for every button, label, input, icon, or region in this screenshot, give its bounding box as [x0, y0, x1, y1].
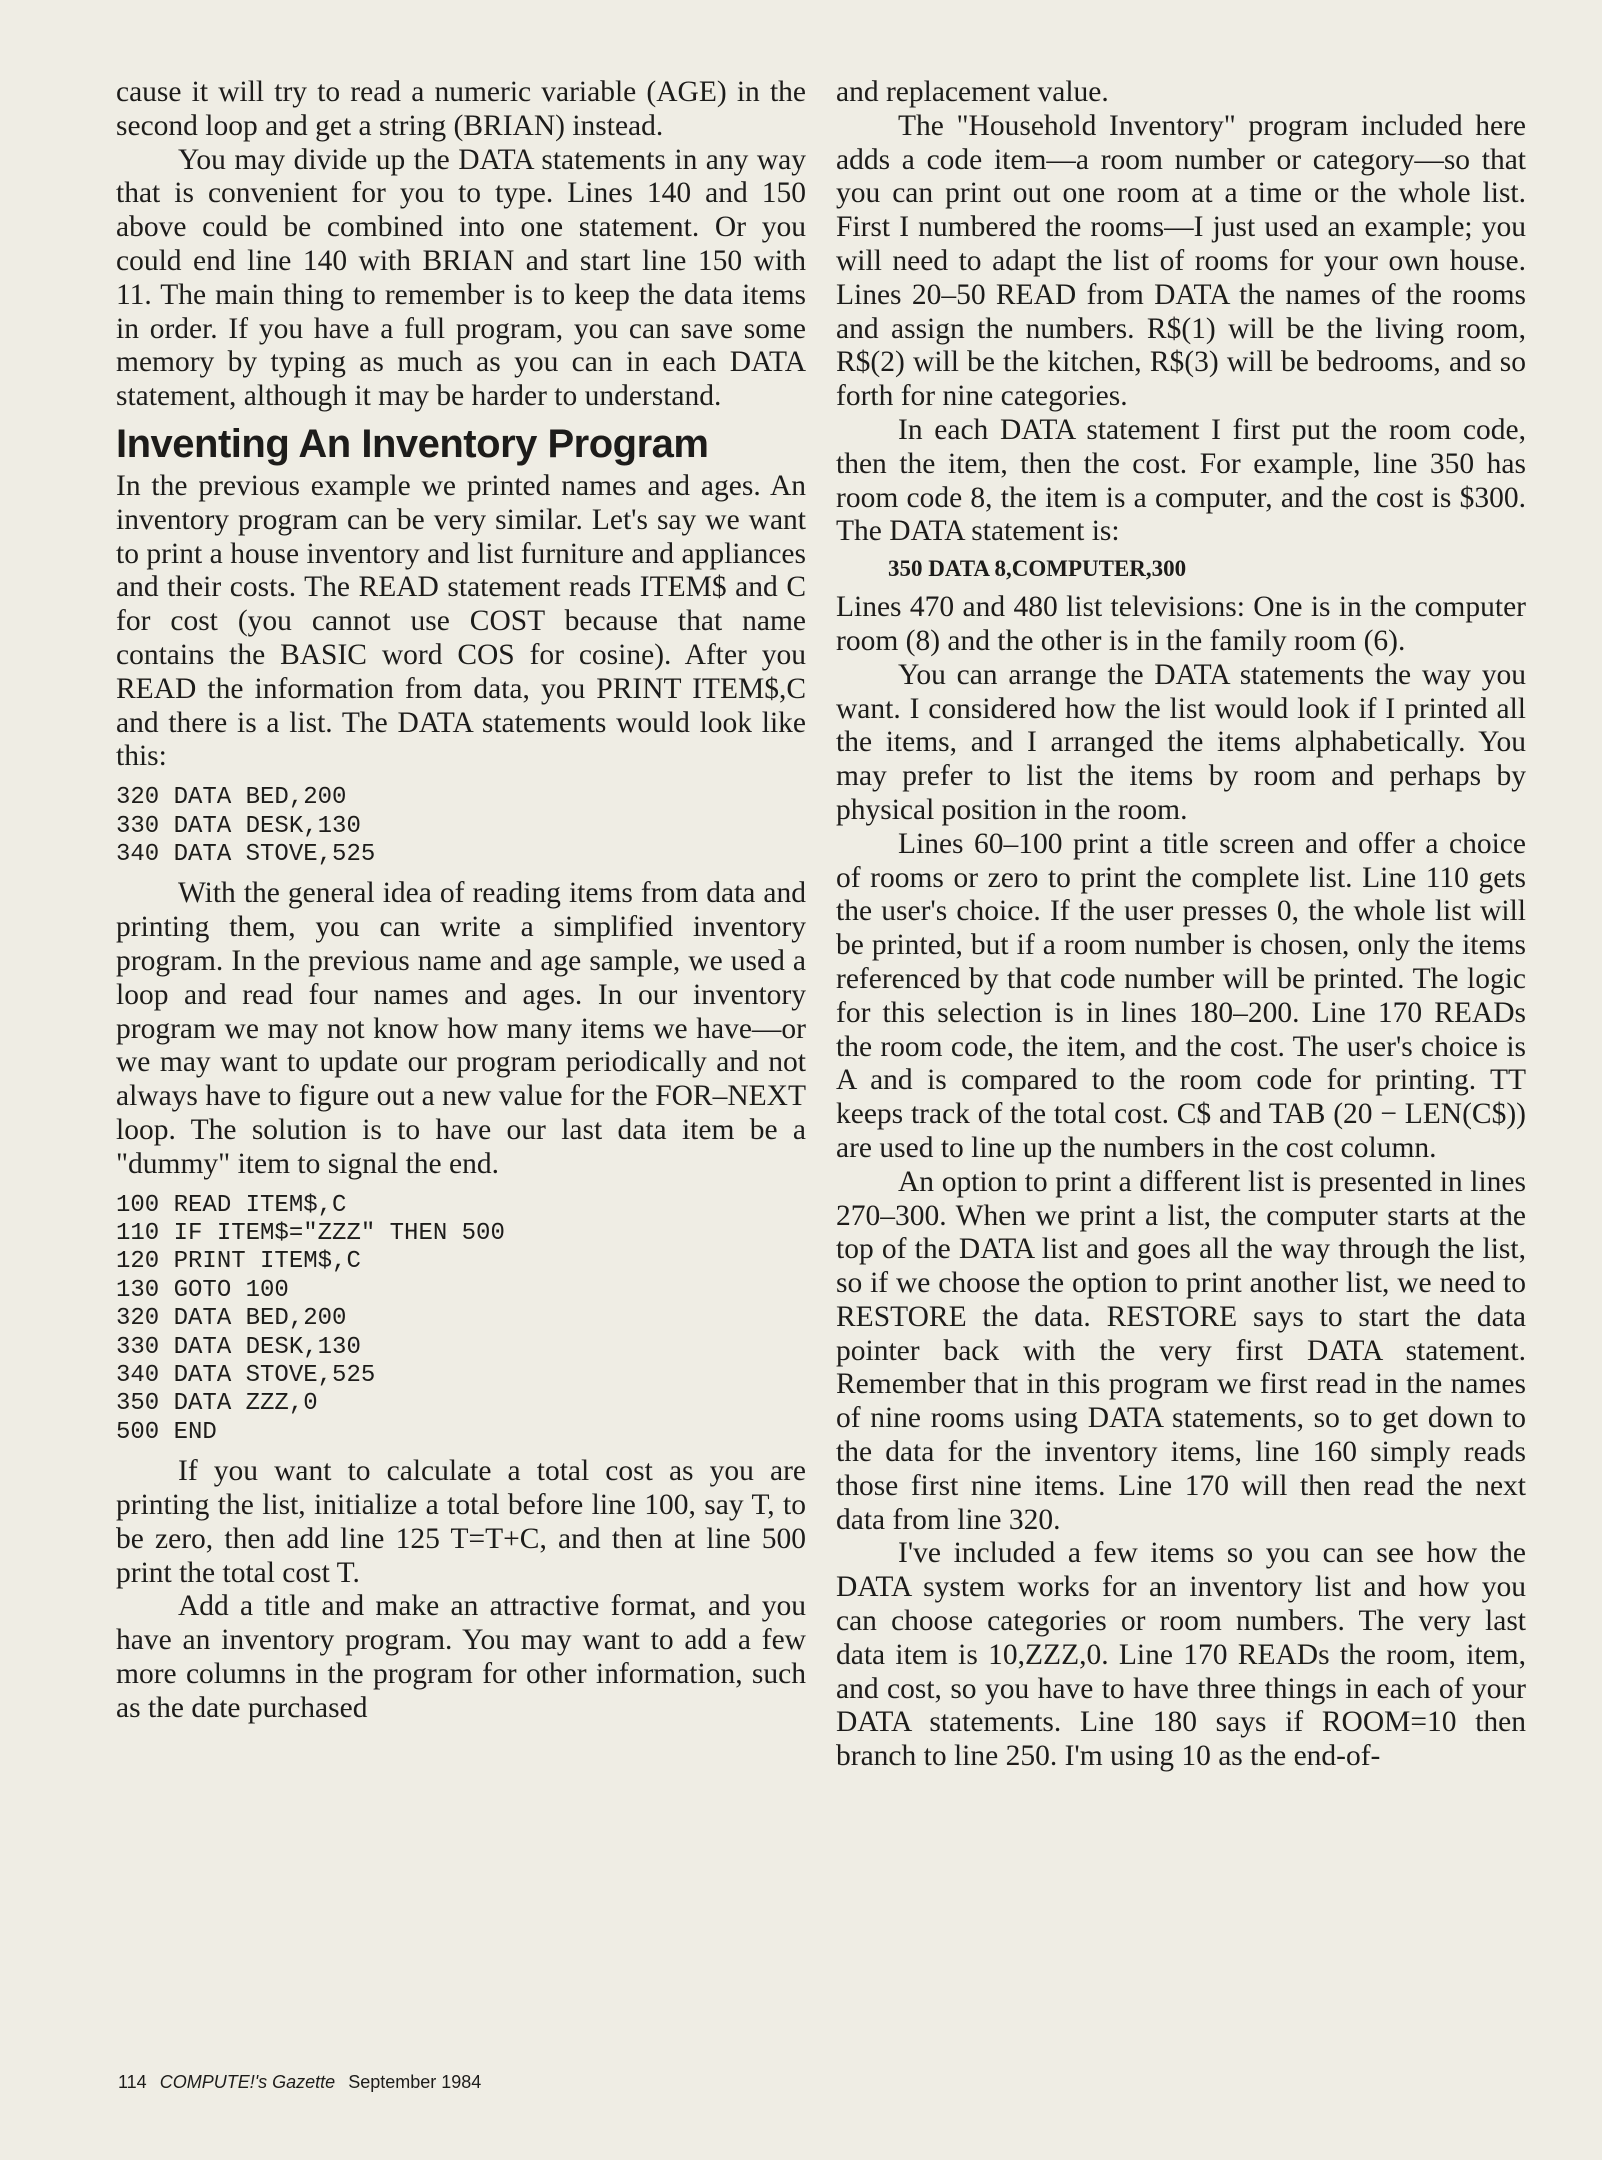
page-number: 114 [118, 2072, 147, 2092]
paragraph: You may divide up the DATA statements in any way that is convenient for you to type. Lines 140 and 150 above could be combined into one statement. Or you could end line 140 with BRIAN and start line 150 with 11. The main thing to remember is to keep the data items in order. If you have a full program, you can save some memory by typing as much as you can in each DATA statement, although it may be harder to understand. [116, 143, 806, 413]
paragraph: In each DATA statement I first put the room code, then the item, then the cost. For example, line 350 has room code 8, the item is a computer, and the cost is $300. The DATA statement is: [836, 413, 1526, 548]
left-column [116, 76, 806, 1726]
code-line: 340 DATA STOVE,525 [116, 840, 376, 868]
paragraph: Lines 470 and 480 list televisions: One is in the computer room (8) and the other is in the family room (6). [836, 591, 1526, 657]
code-listing [116, 784, 806, 869]
code-listing [116, 1192, 806, 1448]
code-line: 350 DATA ZZZ,0 [116, 1390, 318, 1418]
paragraph: With the general idea of reading items from data and printing them, you can write a simplified inventory program. In the previous name and age sample, we used a loop and read four names and ages. In our inventory program we may not know how many items we have—or we may want to update our program periodically and not always have to figure out a new value for the FOR–NEXT loop. The solution is to have our last data item be a "dummy" item to signal the end. [116, 877, 806, 1180]
page-footer [118, 2072, 481, 2093]
paragraph: and replacement value. [836, 76, 1109, 108]
paragraph: You can arrange the DATA statements the way you want. I considered how the list would look if I printed all the items, and I arranged the items alphabetically. You may prefer to list the items by room and perhaps by physical position in the room. [836, 658, 1526, 826]
code-line: 130 GOTO 100 [116, 1276, 289, 1304]
paragraph: The "Household Inventory" program included here adds a code item—a room number or category—so that you can print out one room at a time or the whole list. First I numbered the rooms—I just used an example; you will need to adapt the list of rooms for your own house. Lines 20–50 READ from DATA the names of the rooms and assign the numbers. R$(1) will be the living room, R$(2) will be the kitchen, R$(3) will be bedrooms, and so forth for nine categories. [836, 109, 1526, 413]
section-heading: Inventing An Inventory Program [116, 421, 709, 466]
code-line: 330 DATA DESK,130 [116, 1333, 361, 1361]
paragraph: If you want to calculate a total cost as you are printing the list, initialize a total before line 100, say T, to be zero, then add line 125 T=T+C, and then at line 500 print the total cost T. [116, 1455, 806, 1589]
code-line: 120 PRINT ITEM$,C [116, 1248, 361, 1276]
paragraph: cause it will try to read a numeric variable (AGE) in the second loop and get a string (BRIAN) instead. [116, 76, 806, 142]
right-column [836, 76, 1526, 1774]
code-line: 320 DATA BED,200 [116, 784, 347, 812]
code-line: 340 DATA STOVE,525 [116, 1361, 376, 1389]
paragraph: An option to print a different list is presented in lines 270–300. When we print a list, the computer starts at the top of the DATA list and goes all the way through the list, so if we choose the option to print another list, we need to RESTORE the data. RESTORE says to start the data pointer back with the very first DATA statement. Remember that in this program we first read in the names of nine rooms using DATA statements, so to get down to the data for the inventory items, line 160 simply reads those first nine items. Line 170 will then read the next data from line 320. [836, 1165, 1526, 1536]
code-line: 100 READ ITEM$,C [116, 1191, 347, 1219]
code-line: 330 DATA DESK,130 [116, 812, 361, 840]
paragraph: Add a title and make an attractive format, and you have an inventory program. You may want to add a few more columns in the program for other information, such as the date purchased [116, 1590, 806, 1724]
magazine-name: COMPUTE!'s Gazette [159, 2072, 336, 2092]
code-statement: 350 DATA 8,COMPUTER,300 [888, 556, 1187, 582]
issue-date: September 1984 [348, 2072, 482, 2092]
paragraph: In the previous example we printed names and ages. An inventory program can be very similar. Let's say we want to print a house inventory and list furniture and appliances and their costs. The READ statement reads ITEM$ and C for cost (you cannot use COST because that name contains the BASIC word COS for cosine). After you READ the information from data, you PRINT ITEM$,C and there is a list. The DATA statements would look like this: [116, 469, 806, 773]
paragraph: Lines 60–100 print a title screen and offer a choice of rooms or zero to print the complete list. Line 110 gets the user's choice. If the user presses 0, the whole list will be printed, but if a room number is chosen, only the items referenced by that code number will be printed. The logic for this selection is in lines 180–200. Line 170 READs the room code, the item, and the cost. The user's choice is A and is compared to the room code for printing. TT keeps track of the total cost. C$ and TAB (20 − LEN(C$)) are used to line up the numbers in the cost column. [836, 827, 1526, 1164]
code-line: 500 END [116, 1418, 217, 1446]
code-line: 110 IF ITEM$="ZZZ" THEN 500 [116, 1219, 505, 1247]
code-line: 320 DATA BED,200 [116, 1305, 347, 1333]
paragraph: I've included a few items so you can see how the DATA system works for an inventory list and how you can choose categories or room numbers. The very last data item is 10,ZZZ,0. Line 170 READs the room, item, and cost, so you have to have three things in each of your DATA statements. Line 180 says if ROOM=10 then branch to line 250. I'm using 10 as the end-of- [836, 1537, 1526, 1773]
